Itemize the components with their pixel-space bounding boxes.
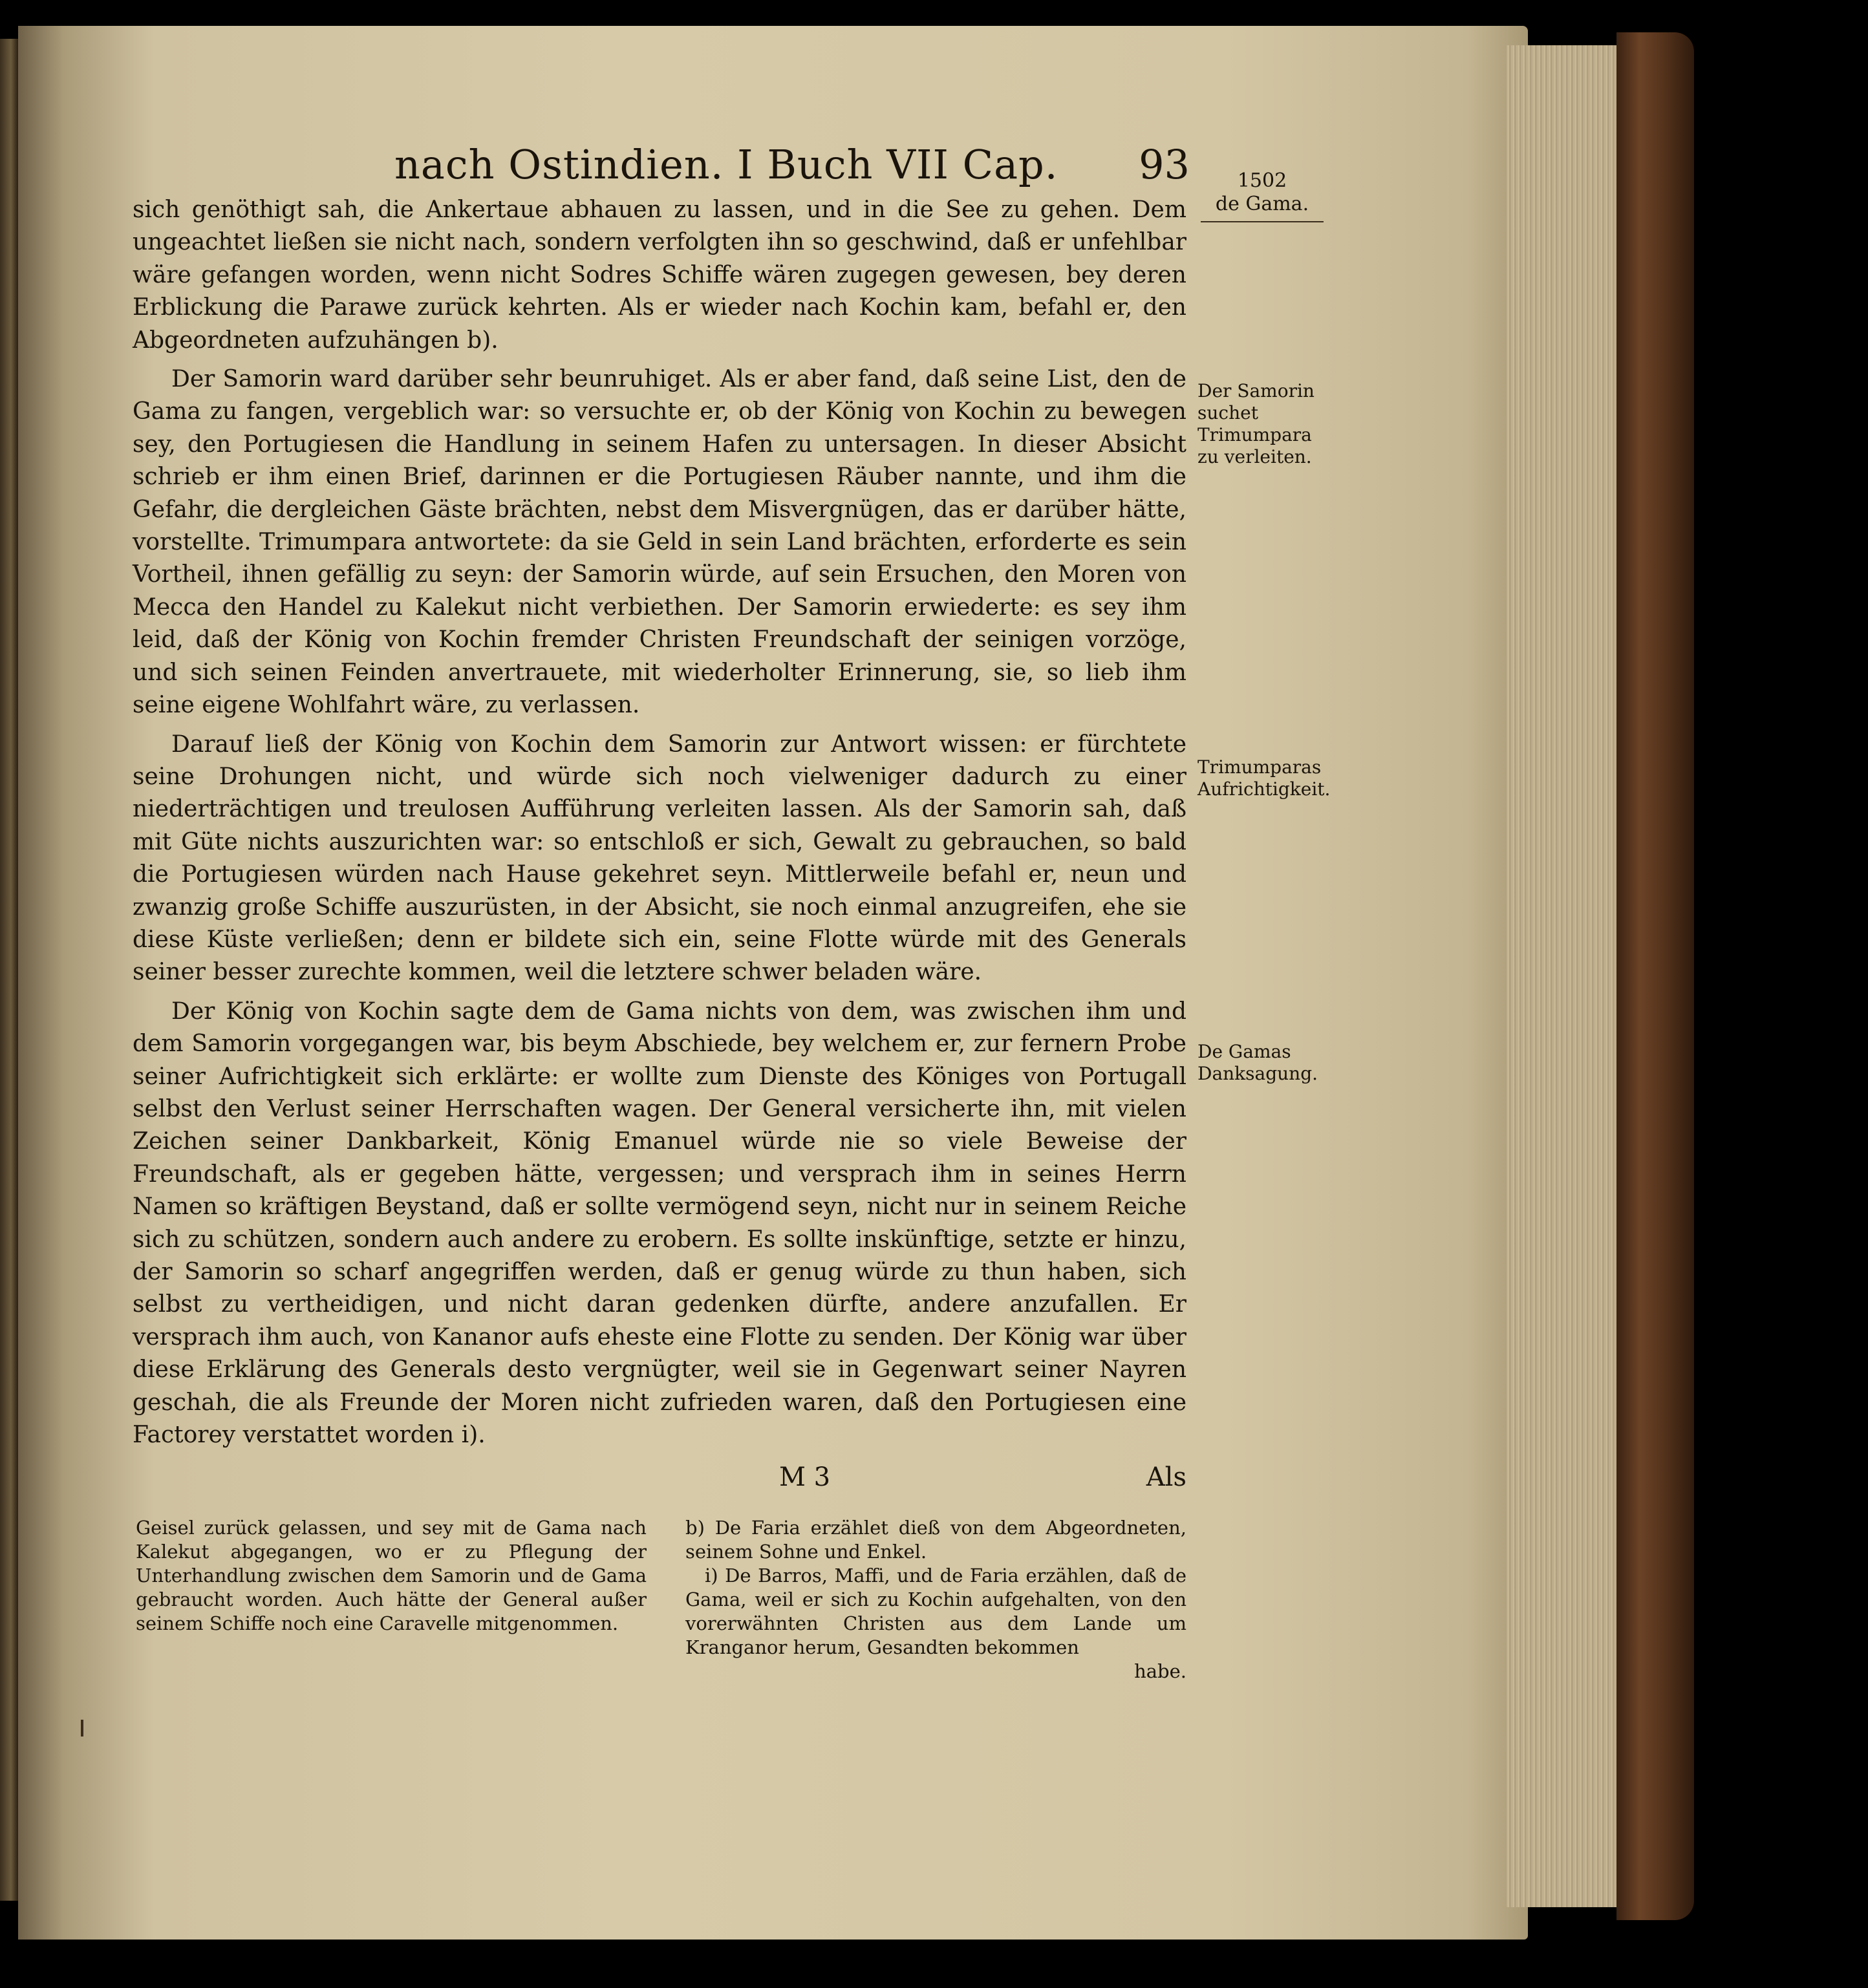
signature-mark: M 3	[779, 1462, 831, 1492]
margin-note-samorin: Der Samorin suchet Trimumpara zu verleiten.	[1197, 380, 1315, 467]
margin-year-subject: de Gama.	[1215, 193, 1309, 215]
signature-line	[133, 1462, 1186, 1499]
running-header	[394, 141, 1190, 193]
margin-note-year	[1197, 169, 1327, 222]
margin-note-gama: De Gamas Danksagung.	[1197, 1041, 1318, 1084]
paragraph: Der Samorin ward darüber sehr beunruhiget. Als er aber fand, daß seine List, den de Gama zu fangen, vergeblich war: so versuchte er, ob der König von Kochin zu bewegen sey, den Portugiesen die Handlung in seinem Hafen zu untersagen. In dieser Absicht schrieb er ihm einen Brief, darinnen er die Portugiesen Räuber nannte, und ihm die Gefahr, die dergleichen Gäste brächten, nebst dem Misvergnügen, das er darüber hätte, vorstellte. Trimumpara antwortete: da sie Geld in sein Land brächten, erforderte es sein Vortheil, ihnen gefällig zu seyn: der Samorin würde, auf sein Ersuchen, den Moren von Mecca den Handel zu Kalekut nicht verbiethen. Der Samorin erwiederte: es sey ihm leid, daß der König von Kochin fremder Christen Freundschaft der seinigen vorzöge, und sich seinen Feinden anvertrauete, mit wiederholter Erinnerung, sie, so lieb ihm seine eigene Wohlfahrt wäre, zu verlassen.	[133, 366, 1186, 719]
margin-note-trimumpara: Trimumparas Aufrichtigkeit.	[1197, 756, 1331, 800]
catchword: Als	[1146, 1462, 1186, 1492]
footnote-right-column	[685, 1516, 1186, 1683]
page-fore-edge	[1507, 45, 1619, 1907]
background-shadow	[1694, 26, 1868, 1965]
paragraph: Darauf ließ der König von Kochin dem Samorin zur Antwort wissen: er fürchtete seine Drohungen nicht, und würde sich noch vielweniger dadurch zu einer niederträchtigen und treulosen Aufführung verleiten lassen. Als der Samorin sah, daß mit Güte nichts auszurichten war: so entschloß er sich, Gewalt zu gebrauchen, so bald die Portugiesen würden nach Hause gekehret seyn. Mittlerweile befahl er, neun und zwanzig große Schiffe auszurüsten, in der Absicht, sie noch einmal anzugreifen, ehe sie diese Küste verließen; denn er bildete sich ein, seine Flotte würde mit des Generals seiner besser zurechte kommen, weil die letztere schwer beladen wäre.	[133, 731, 1186, 986]
left-page-edge	[0, 39, 18, 1901]
paragraph: Der König von Kochin sagte dem de Gama nichts von dem, was zwischen ihm und dem Samorin vorgegangen war, bis beym Abschiede, bey welchem er, zur fernern Probe seiner Aufrichtigkeit sich erklärte: er wollte zum Dienste des Königes von Portugall selbst den Verlust seiner Herrschaften wagen. Der General versicherte ihn, mit vielen Zeichen seiner Dankbarkeit, König Emanuel würde nie so viele Beweise der Freundschaft, als er gegeben hätte, vergessen; und versprach ihm in seines Herrn Namen so kräftigen Beystand, daß er sollte vermögend seyn, nicht nur in seinem Reiche sich zu schützen, sondern auch andere zu erobern. Es sollte inskünftige, setzte er hinzu, der Samorin so scharf angegriffen werden, daß er genug würde zu thun haben, sich selbst zu vertheidigen, und nicht daran gedenken dürfte, andere anzufallen. Er versprach ihm auch, von Kananor aufs eheste eine Flotte zu senden. Der König war über diese Erklärung des Generals desto vergnügter, weil sie in Gegenwart seiner Nayren geschah, die als Freunde der Moren nicht zufrieden waren, daß den Portugiesen eine Factorey verstattet worden i).	[133, 998, 1186, 1449]
footnote-left-column: Geisel zurück gelassen, und sey mit de Gama nach Kalekut abgegangen, wo er zu Pflegung der Unterhandlung zwischen dem Samorin und de Gama gebraucht worden. Auch hätte der General außer seinem Schiffe noch eine Caravelle mitgenommen.	[136, 1517, 647, 1634]
header-title: nach Ostindien. I Buch VII Cap.	[394, 141, 1058, 188]
footnote-i: i) De Barros, Maffi, und de Faria erzählen, daß de Gama, weil er sich zu Kochin aufgehalten, von den vorerwähnten Christen aus dem Lande um Kranganor herum, Gesandten bekommen	[685, 1565, 1186, 1658]
book-cover	[1616, 32, 1694, 1920]
margin-year: 1502	[1237, 169, 1287, 192]
body-text	[133, 194, 1186, 1458]
footnote-b: b) De Faria erzählet dieß von dem Abgeordneten, seinem Sohne und Enkel.	[685, 1517, 1186, 1563]
footnote-catchword: habe.	[1134, 1660, 1186, 1682]
margin-rule	[1201, 221, 1324, 222]
page-number: 93	[1139, 141, 1190, 188]
stray-ink-mark	[81, 1720, 83, 1737]
paragraph: sich genöthigt sah, die Ankertaue abhauen zu lassen, und in die See zu gehen. Dem ungeachtet ließen sie nicht nach, sondern verfolgten ihn so geschwind, daß er unfehlbar wäre gefangen worden, wenn nicht Sodres Schiffe wären zugegen gewesen, bey deren Erblickung die Parawe zurück kehrten. Als er wieder nach Kochin kam, befahl er, den Abgeordneten aufzuhängen b).	[133, 197, 1186, 354]
